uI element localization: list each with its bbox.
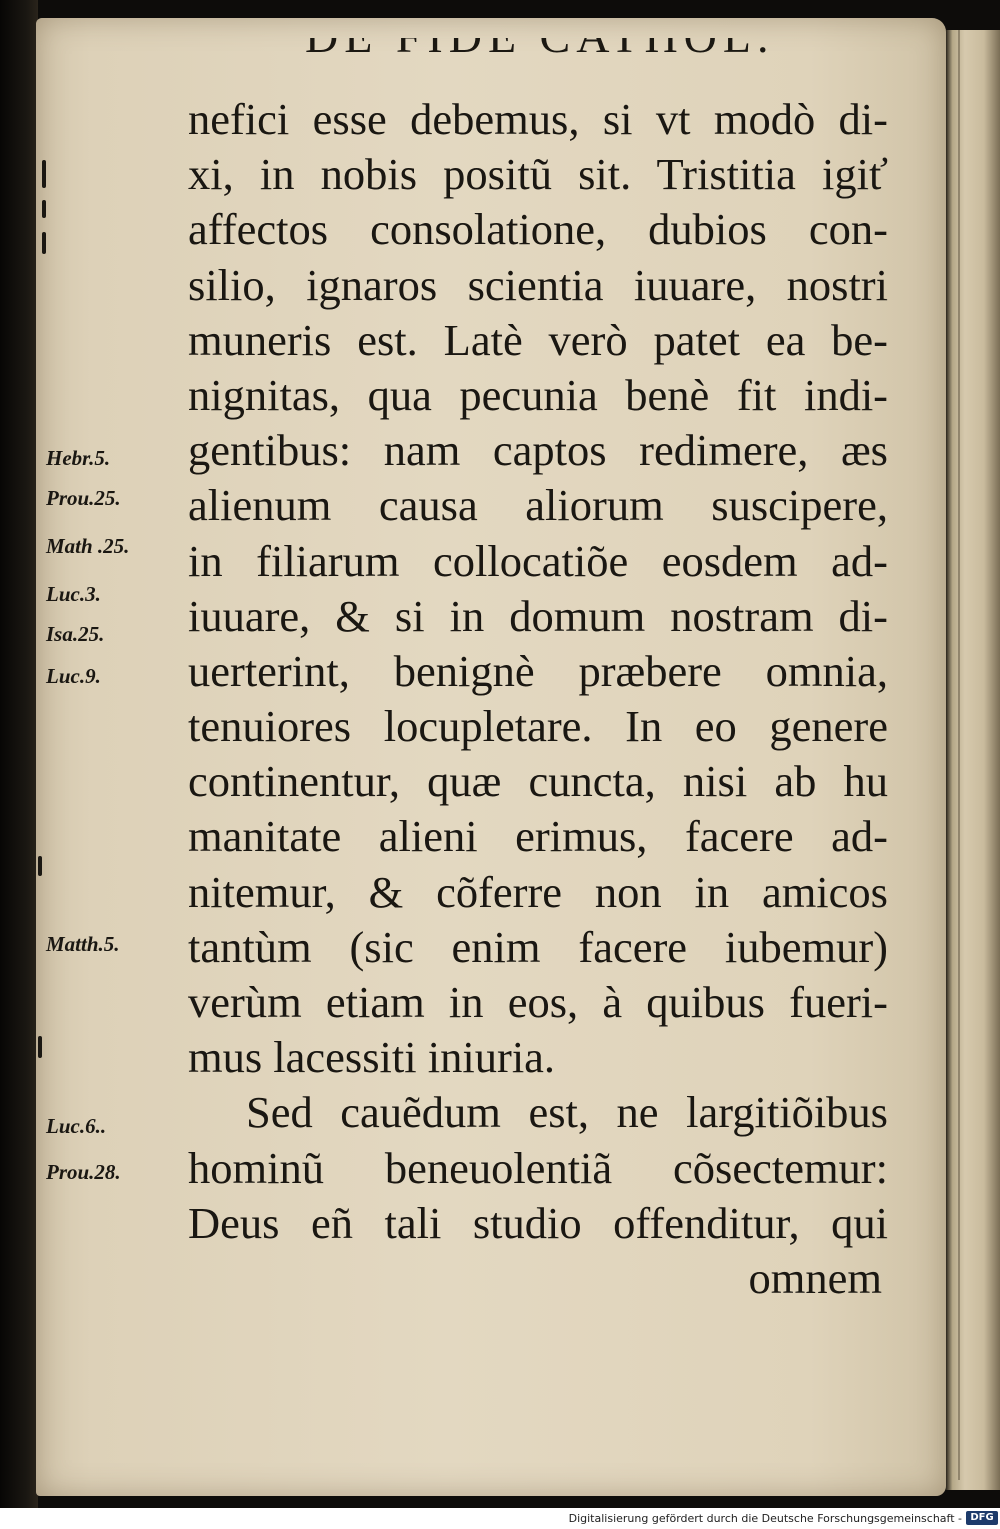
footer-credit: Digitalisierung gefördert durch die Deutsche Forschungsgemeinschaft - xyxy=(568,1512,962,1525)
body-text xyxy=(188,92,888,1306)
dfg-logo: DFG xyxy=(966,1511,998,1525)
text-line: alienum causa aliorum suscipere, xyxy=(188,480,888,531)
text-line: manitate alieni erimus, facere ad- xyxy=(188,811,888,862)
margin-mark xyxy=(42,232,46,254)
marginal-note: Prou.28. xyxy=(46,1160,121,1184)
margin-mark xyxy=(38,1036,42,1058)
marginal-note: Matth.5. xyxy=(46,932,120,956)
text-line: Deus eñ tali studio offenditur, qui xyxy=(188,1197,888,1248)
text-line: verùm etiam in eos, à quibus fueri- xyxy=(188,977,888,1027)
text-line: uerterint, benignè præbere omnia, xyxy=(188,645,888,696)
marginal-note: Math .25. xyxy=(46,534,130,558)
text-line: nefici esse debemus, si vt modò di- xyxy=(188,94,888,144)
text-line: affectos consolatione, dubios con- xyxy=(188,204,888,255)
text-line: tenuiores locupletare. In eo genere xyxy=(188,701,888,752)
marginal-note: Luc.9. xyxy=(46,664,101,688)
margin-mark xyxy=(42,200,46,218)
catchword: omnem xyxy=(748,1252,882,1303)
text-line: xi, in nobis positũ sit. Tristitia igiť xyxy=(188,149,888,200)
marginal-note: Luc.6.. xyxy=(46,1114,107,1138)
text-line: nignitas, qua pecunia benè fit indi- xyxy=(188,369,888,420)
marginal-note: Isa.25. xyxy=(46,622,105,646)
margin-mark xyxy=(38,856,42,876)
marginal-note: Hebr.5. xyxy=(46,446,111,470)
text-line: Sed cauẽdum est, ne largitiõibus xyxy=(246,1087,888,1138)
text-line: iuuare, & si in domum nostram di- xyxy=(188,590,888,641)
text-line: silio, ignaros scientia iuuare, nostri xyxy=(188,259,888,310)
page-edge xyxy=(946,30,1000,1490)
text-line: hominũ beneuolentiã cõsectemur: xyxy=(188,1142,888,1193)
book-spine xyxy=(0,0,38,1508)
text-line: muneris est. Latè verò patet ea be- xyxy=(188,314,888,365)
text-line: nitemur, & cõferre non in amicos xyxy=(188,866,888,917)
footer-bar xyxy=(0,1508,1000,1529)
marginal-note: Luc.3. xyxy=(46,582,101,606)
text-line: mus lacessiti iniuria. xyxy=(188,1032,556,1083)
text-line: in filiarum collocatiõe eosdem ad- xyxy=(188,535,888,586)
text-line: gentibus: nam captos redimere, æs xyxy=(188,425,888,476)
marginal-note: Prou.25. xyxy=(46,486,121,510)
page-edge-line xyxy=(958,30,960,1480)
text-line: tantùm (sic enim facere iubemur) xyxy=(188,921,888,972)
text-line: continentur, quæ cuncta, nisi ab hu xyxy=(188,756,888,807)
margin-mark xyxy=(42,160,46,188)
